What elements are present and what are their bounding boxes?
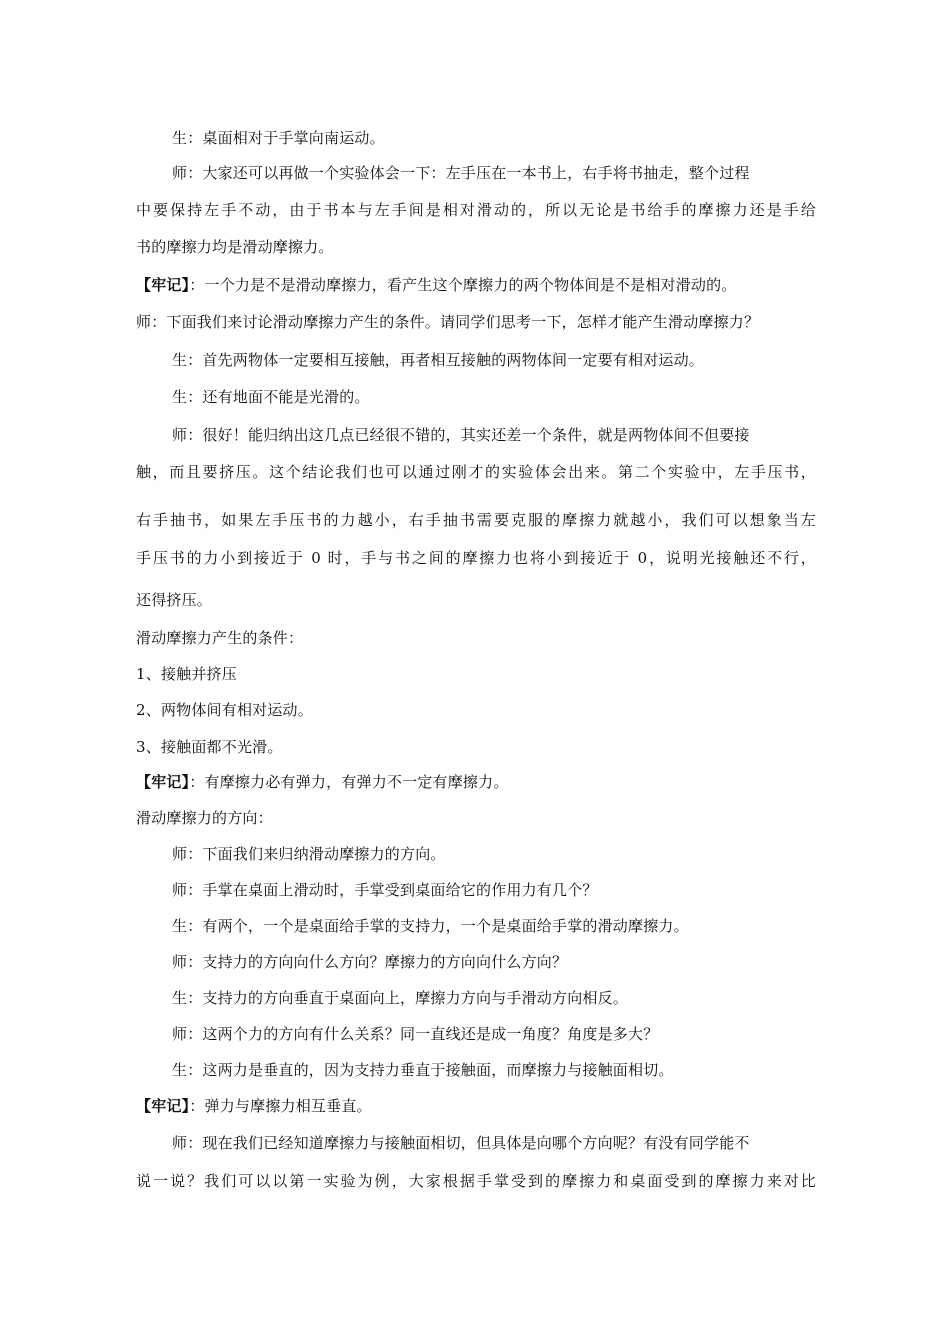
remember-line-2	[136, 772, 509, 792]
remember-text: ：一个力是不是滑动摩擦力，看产生这个摩擦力的两个物体间是不是相对滑动的。	[189, 276, 737, 294]
text-line-10: 触，而且要挤压。这个结论我们也可以通过刚才的实验体会出来。第二个实验中，左手压书，	[136, 463, 816, 481]
list-item-1: 1、接触并挤压	[136, 665, 237, 683]
remember-text: ：有摩擦力必有弹力，有弹力不一定有摩擦力。	[189, 773, 509, 791]
text-line-2: 师：大家还可以再做一个实验体会一下：左手压在一本书上，右手将书抽走，整个过程	[172, 164, 750, 182]
text-line-29: 说一说？我们可以以第一实验为例，大家根据手掌受到的摩擦力和桌面受到的摩擦力来对比	[136, 1172, 816, 1190]
text-line-26: 生：这两力是垂直的，因为支持力垂直于接触面，而摩擦力与接触面相切。	[172, 1061, 674, 1079]
text-line-21: 师：手掌在桌面上滑动时，手掌受到桌面给它的作用力有几个？	[172, 881, 598, 899]
text-line-12: 手压书的力小到接近于 0 时，手与书之间的摩擦力也将小到接近于 0，说明光接触还不行，	[136, 549, 816, 567]
text-line-11: 右手抽书，如果左手压书的力越小，右手抽书需要克服的摩擦力就越小，我们可以想象当左	[136, 511, 816, 529]
remember-label: 【牢记】	[136, 773, 190, 791]
text-line-4: 书的摩擦力均是滑动摩擦力。	[136, 238, 334, 256]
remember-text: ：弹力与摩擦力相互垂直。	[189, 1097, 372, 1115]
text-line-25: 师：这两个力的方向有什么关系？同一直线还是成一角度？角度是多大？	[172, 1025, 659, 1043]
text-line-22: 生：有两个，一个是桌面给手掌的支持力，一个是桌面给手掌的滑动摩擦力。	[172, 917, 689, 935]
text-line-20: 师：下面我们来归纳滑动摩擦力的方向。	[172, 845, 446, 863]
text-line-24: 生：支持力的方向垂直于桌面向上，摩擦力方向与手滑动方向相反。	[172, 989, 629, 1007]
remember-line-3	[136, 1096, 372, 1116]
section-heading-direction: 滑动摩擦力的方向：	[136, 809, 273, 827]
text-line-8: 生：还有地面不能是光滑的。	[172, 388, 370, 406]
text-line-9: 师：很好！能归纳出这几点已经很不错的，其实还差一个条件，就是两物体间不但要接	[172, 426, 750, 444]
text-line-13: 还得挤压。	[136, 591, 213, 609]
text-line-23: 师：支持力的方向向什么方向？摩擦力的方向向什么方向？	[172, 953, 568, 971]
list-item-3: 3、接触面都不光滑。	[136, 738, 283, 756]
text-line-6: 师：下面我们来讨论滑动摩擦力产生的条件。请同学们思考一下，怎样才能产生滑动摩擦力？	[136, 313, 760, 331]
text-line-28: 师：现在我们已经知道摩擦力与接触面相切，但具体是向哪个方向呢？有没有同学能不	[172, 1134, 750, 1152]
text-line-1: 生：桌面相对于手掌向南运动。	[172, 129, 385, 147]
remember-label: 【牢记】	[136, 276, 190, 294]
section-heading-conditions: 滑动摩擦力产生的条件：	[136, 629, 304, 647]
list-item-2: 2、两物体间有相对运动。	[136, 701, 313, 719]
text-line-3: 中要保持左手不动，由于书本与左手间是相对滑动的，所以无论是书给手的摩擦力还是手给	[136, 201, 816, 219]
text-line-7: 生：首先两物体一定要相互接触，再者相互接触的两物体间一定要有相对运动。	[172, 351, 705, 369]
remember-label: 【牢记】	[136, 1097, 190, 1115]
remember-line-1	[136, 275, 737, 295]
